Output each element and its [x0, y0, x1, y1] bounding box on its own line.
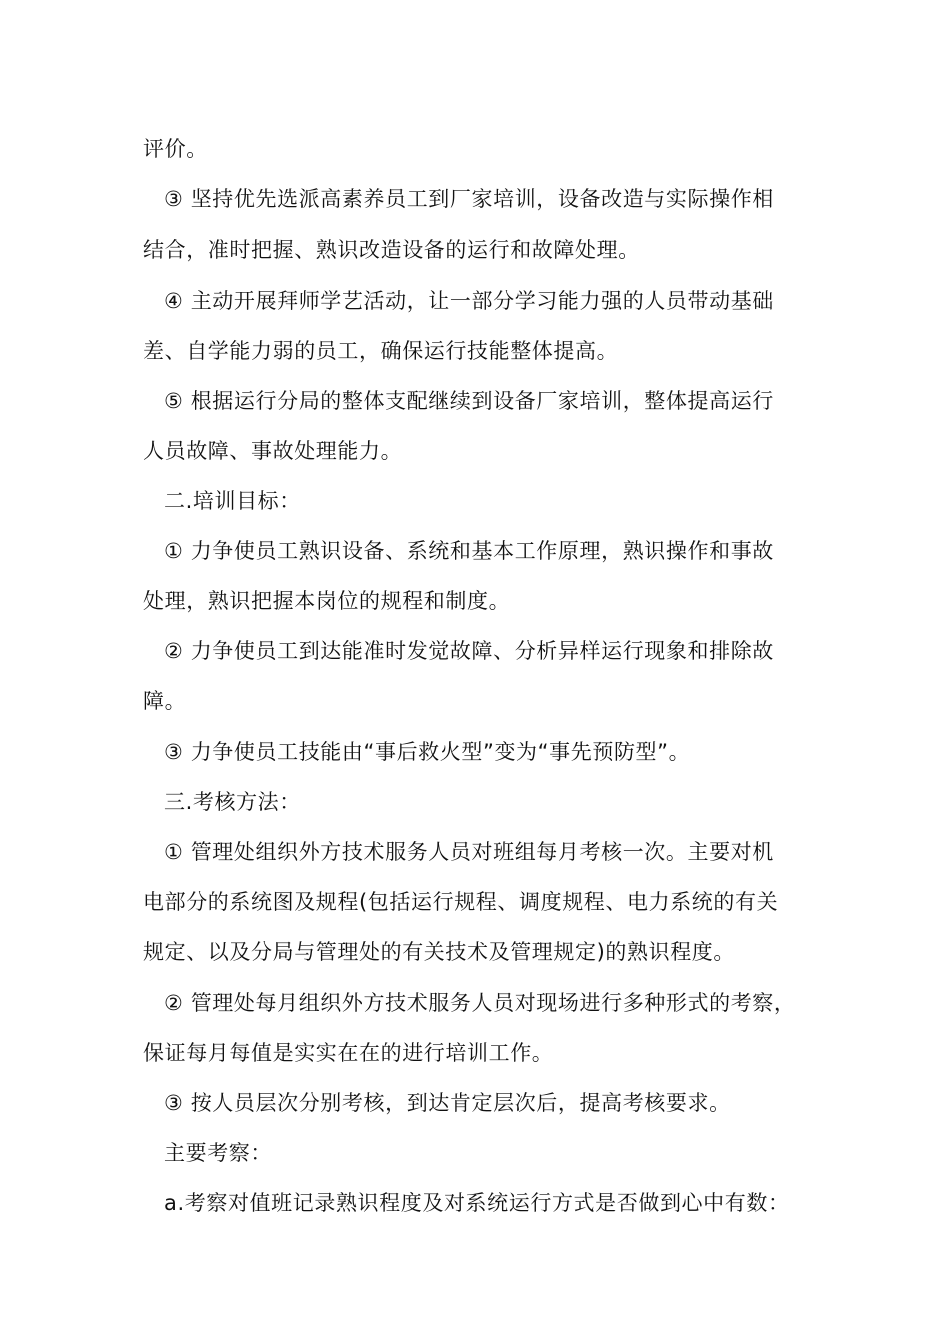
text-line: 人员故障、事故处理能力。	[143, 439, 403, 463]
section-heading: 三.考核方法：	[164, 790, 301, 814]
text-line: ② 管理处每月组织外方技术服务人员对现场进行多种形式的考察，	[164, 991, 796, 1015]
text-line: ③ 力争使员工技能由“事后救火型”变为“事先预防型”。	[164, 740, 691, 764]
text-line: ③ 坚持优先选派高素养员工到厂家培训，设备改造与实际操作相	[164, 187, 774, 211]
text-line: 主要考察：	[164, 1141, 272, 1165]
text-line: 保证每月每值是实实在在的进行培训工作。	[143, 1041, 554, 1065]
text-line: ③ 按人员层次分别考核，到达肯定层次后，提高考核要求。	[164, 1091, 731, 1115]
text-line: 处理，熟识把握本岗位的规程和制度。	[143, 589, 511, 613]
text-line: 障。	[143, 689, 187, 713]
text-line: ② 力争使员工到达能准时发觉故障、分析异样运行现象和排除故	[164, 639, 774, 663]
text-line: 结合，准时把握、熟识改造设备的运行和故障处理。	[143, 238, 640, 262]
text-line: ① 力争使员工熟识设备、系统和基本工作原理，熟识操作和事故	[164, 539, 774, 563]
text-line: ④ 主动开展拜师学艺活动，让一部分学习能力强的人员带动基础	[164, 289, 774, 313]
text-line: ① 管理处组织外方技术服务人员对班组每月考核一次。主要对机	[164, 840, 774, 864]
text-line: a.考察对值班记录熟识程度及对系统运行方式是否做到心中有数：	[164, 1191, 790, 1215]
text-line: 规定、以及分局与管理处的有关技术及管理规定)的熟识程度。	[143, 940, 735, 964]
text-line: 差、自学能力弱的员工，确保运行技能整体提高。	[143, 339, 619, 363]
text-line: 电部分的系统图及规程(包括运行规程、调度规程、电力系统的有关	[143, 890, 779, 914]
text-line: 评价。	[143, 137, 208, 161]
text-line: ⑤ 根据运行分局的整体支配继续到设备厂家培训，整体提高运行	[164, 389, 774, 413]
section-heading: 二.培训目标：	[164, 489, 301, 513]
